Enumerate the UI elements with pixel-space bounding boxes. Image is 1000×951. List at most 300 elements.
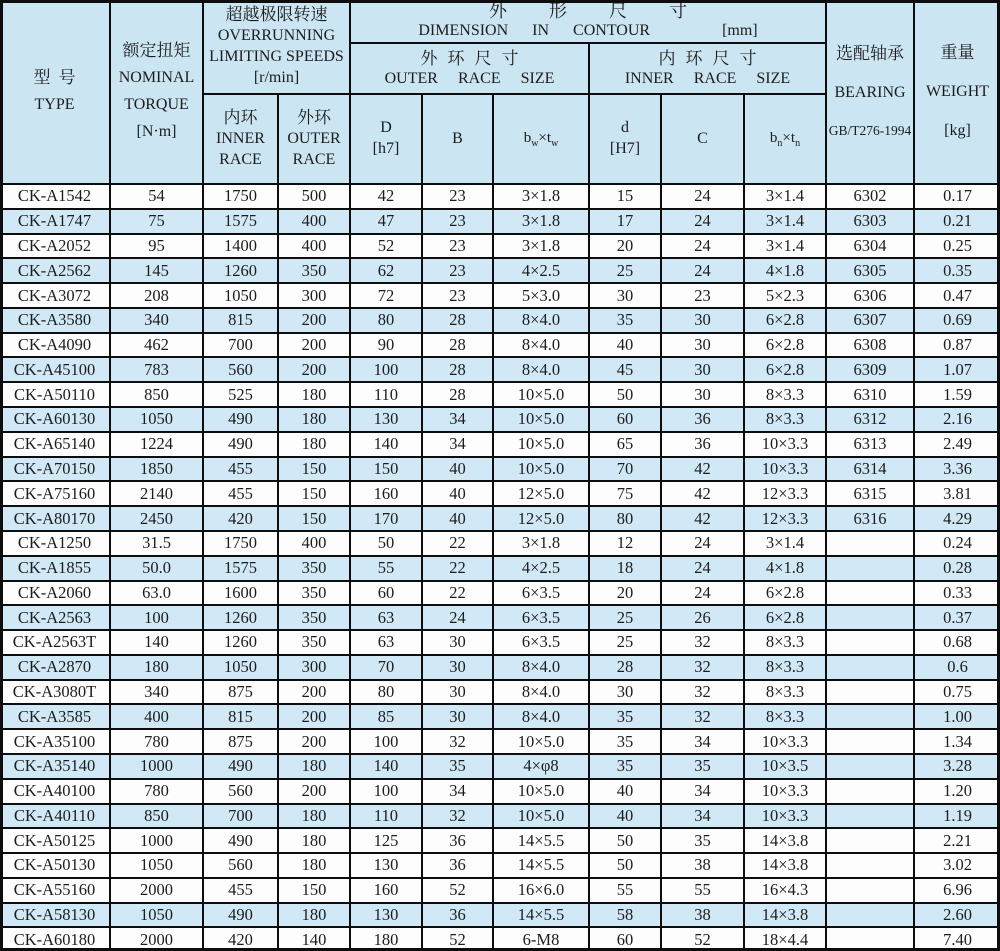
table-cell: 350	[279, 582, 351, 605]
table-cell: 0.28	[943, 558, 972, 578]
table-cell: 18×4.4	[745, 928, 827, 951]
table-cell: 50	[590, 383, 662, 406]
table-cell: 35	[423, 755, 494, 778]
table-cell: 145	[111, 259, 204, 282]
table-row	[0, 482, 1000, 507]
column-header-type	[0, 0, 111, 185]
table-cell: 42	[662, 482, 745, 505]
table-cell: 140	[279, 928, 351, 951]
table-cell: 0.17	[943, 186, 972, 206]
table-cell: 400	[279, 235, 351, 258]
table-cell: 350	[279, 606, 351, 629]
column-group-inner-race-size	[590, 44, 827, 95]
table-cell: 34	[662, 730, 745, 753]
table-row	[0, 582, 1000, 607]
table-cell	[827, 656, 915, 679]
bn-sub: n	[777, 137, 783, 149]
table-cell: 340	[111, 681, 204, 704]
table-cell: 38	[662, 904, 745, 927]
column-header-B	[423, 95, 494, 185]
inner-race-speed-en2: RACE	[219, 151, 262, 169]
table-cell: 36	[662, 433, 745, 456]
table-cell: 25	[590, 606, 662, 629]
table-cell: 36	[662, 408, 745, 431]
table-cell: 40	[423, 507, 494, 530]
type-cell: CK-A3585	[0, 705, 111, 728]
table-cell: 10×5.0	[494, 433, 590, 456]
table-cell: 14×3.8	[745, 829, 827, 852]
table-cell: 125	[351, 829, 423, 852]
table-cell: 2000	[111, 928, 204, 951]
dimension-header-en	[418, 22, 757, 40]
table-cell	[827, 904, 915, 927]
table-cell: 4×φ8	[494, 755, 590, 778]
D-tolerance: [h7]	[372, 140, 400, 157]
type-cell: CK-A3072	[0, 284, 111, 307]
table-row	[0, 532, 1000, 557]
table-cell: 130	[351, 408, 423, 431]
table-cell: 30	[423, 705, 494, 728]
table-cell: 180	[279, 433, 351, 456]
table-cell: 26	[662, 606, 745, 629]
table-row	[0, 309, 1000, 334]
weight-header-zh: 重量	[940, 42, 975, 62]
type-cell: CK-A50125	[0, 829, 111, 852]
table-cell: 6302	[827, 185, 915, 208]
table-cell: 462	[111, 334, 204, 357]
table-cell: 12×5.0	[494, 507, 590, 530]
table-cell: 40	[590, 805, 662, 828]
table-cell: 875	[204, 681, 279, 704]
column-header-bearing	[827, 0, 915, 185]
table-cell: 6×2.8	[745, 606, 827, 629]
column-group-overrunning-speeds	[204, 0, 351, 95]
table-cell: 1850	[111, 458, 204, 481]
table-cell: 12×5.0	[494, 482, 590, 505]
table-row	[0, 185, 1000, 210]
column-header-outer-race-speed	[279, 95, 351, 185]
weight-header-unit: [kg]	[944, 121, 971, 139]
table-cell: 6309	[827, 358, 915, 381]
type-cell: CK-A2563	[0, 606, 111, 629]
table-body	[0, 185, 1000, 951]
table-cell: 52	[351, 235, 423, 258]
D-label: D	[380, 119, 392, 137]
outer-race-speed-en1: OUTER	[287, 130, 341, 148]
table-cell: 10×5.0	[494, 408, 590, 431]
table-cell: 8×3.3	[745, 383, 827, 406]
table-cell: 110	[351, 383, 423, 406]
table-cell: 50	[590, 829, 662, 852]
table-cell: 30	[662, 309, 745, 332]
table-cell: 200	[279, 780, 351, 803]
column-header-C	[662, 95, 745, 185]
table-cell: 24	[662, 210, 745, 233]
table-cell: 0.35	[943, 260, 972, 280]
table-cell: 3×1.8	[494, 235, 590, 258]
table-cell: 6×2.8	[745, 334, 827, 357]
inner-race-speed-en1: INNER	[216, 130, 265, 148]
table-cell: 455	[204, 482, 279, 505]
type-cell: CK-A70150	[0, 458, 111, 481]
table-cell: 815	[204, 309, 279, 332]
table-cell: 8×4.0	[494, 358, 590, 381]
speeds-header-en1: OVERRUNNING	[217, 27, 336, 45]
table-cell: 560	[204, 780, 279, 803]
table-cell: 34	[423, 433, 494, 456]
table-cell: 70	[590, 458, 662, 481]
speeds-header-en2: LIMITING SPEEDS	[209, 48, 344, 66]
table-cell: 95	[111, 235, 204, 258]
type-cell: CK-A2870	[0, 656, 111, 679]
table-header	[0, 0, 1000, 185]
table-row	[0, 780, 1000, 805]
table-cell: 30	[590, 284, 662, 307]
type-cell: CK-A1855	[0, 557, 111, 580]
table-cell: 140	[351, 433, 423, 456]
type-cell: CK-A1747	[0, 210, 111, 233]
table-cell: 3.36	[943, 458, 972, 478]
B-label: B	[452, 129, 463, 147]
table-cell: 340	[111, 309, 204, 332]
table-cell: 60	[590, 408, 662, 431]
table-cell: 23	[423, 284, 494, 307]
C-label: C	[697, 129, 708, 147]
table-cell: 80	[351, 309, 423, 332]
table-cell: 150	[279, 482, 351, 505]
table-cell: 1.59	[943, 384, 972, 404]
table-cell: 30	[423, 656, 494, 679]
table-cell: 16×4.3	[745, 879, 827, 902]
type-header-en: TYPE	[34, 96, 75, 114]
table-cell: 32	[662, 705, 745, 728]
table-cell: 2.21	[943, 830, 972, 850]
outer-race-size-en: OUTER RACE SIZE	[384, 70, 555, 88]
table-row	[0, 606, 1000, 631]
dimension-header-en-text: DIMENSION IN CONTOUR	[418, 22, 651, 40]
table-cell: 1.07	[943, 359, 972, 379]
dimension-header-zh: 外形尺寸	[489, 1, 729, 22]
table-cell	[827, 631, 915, 654]
table-cell: 30	[423, 681, 494, 704]
table-cell: 180	[279, 904, 351, 927]
table-cell: 8×4.0	[494, 656, 590, 679]
table-cell: 35	[590, 730, 662, 753]
table-cell: 14×5.5	[494, 854, 590, 877]
table-cell: 1050	[111, 854, 204, 877]
table-cell: 1.34	[943, 731, 972, 751]
table-cell: 0.68	[943, 632, 972, 652]
table-cell: 400	[111, 705, 204, 728]
table-cell: 6×2.8	[745, 309, 827, 332]
table-cell: 490	[204, 433, 279, 456]
table-row	[0, 805, 1000, 830]
table-cell: 6×2.8	[745, 358, 827, 381]
table-cell	[827, 557, 915, 580]
table-row	[0, 334, 1000, 359]
table-cell: 6314	[827, 458, 915, 481]
table-row	[0, 755, 1000, 780]
table-row	[0, 730, 1000, 755]
table-cell: 5×2.3	[745, 284, 827, 307]
column-group-dimension-in-contour	[351, 0, 827, 44]
type-header-zh: 型号	[33, 68, 84, 88]
table-cell: 85	[351, 705, 423, 728]
table-cell: 36	[423, 829, 494, 852]
table-row	[0, 383, 1000, 408]
table-cell: 110	[351, 805, 423, 828]
table-cell: 6-M8	[494, 928, 590, 951]
table-cell: 10×3.3	[745, 780, 827, 803]
table-cell: 2.60	[943, 905, 972, 925]
table-cell: 300	[279, 656, 351, 679]
table-cell: 20	[590, 235, 662, 258]
table-cell: 24	[662, 582, 745, 605]
table-row	[0, 557, 1000, 582]
table-cell: 100	[351, 730, 423, 753]
table-cell: 50	[351, 532, 423, 555]
column-group-outer-race-size	[351, 44, 590, 95]
table-cell: 0.47	[943, 285, 972, 305]
table-cell: 30	[662, 383, 745, 406]
table-cell: 28	[423, 383, 494, 406]
table-cell: 62	[351, 259, 423, 282]
table-cell: 14×3.8	[745, 904, 827, 927]
bearing-header-zh: 选配轴承	[836, 44, 904, 64]
table-cell: 1400	[204, 235, 279, 258]
table-cell: 200	[279, 309, 351, 332]
table-cell	[827, 606, 915, 629]
column-header-nominal-torque	[111, 0, 204, 185]
table-cell: 6310	[827, 383, 915, 406]
type-cell: CK-A40100	[0, 780, 111, 803]
table-cell: 6304	[827, 235, 915, 258]
table-cell: 150	[279, 458, 351, 481]
table-cell: 35	[662, 829, 745, 852]
table-cell: 47	[351, 210, 423, 233]
table-cell: 6×3.5	[494, 606, 590, 629]
table-cell: 10×3.3	[745, 730, 827, 753]
column-header-weight	[915, 0, 1000, 185]
tn-sub: n	[795, 137, 801, 149]
table-row	[0, 408, 1000, 433]
table-cell: 63	[351, 631, 423, 654]
table-cell: 8×3.3	[745, 656, 827, 679]
table-cell: 10×5.0	[494, 780, 590, 803]
table-row	[0, 879, 1000, 904]
table-cell: 8×3.3	[745, 631, 827, 654]
table-row	[0, 656, 1000, 681]
table-cell: 10×5.0	[494, 458, 590, 481]
table-cell: 80	[351, 681, 423, 704]
table-cell: 150	[351, 458, 423, 481]
type-cell: CK-A1250	[0, 532, 111, 555]
table-cell: 3.02	[943, 855, 972, 875]
table-cell: 7.40	[943, 929, 972, 949]
table-cell: 24	[662, 259, 745, 282]
table-cell: 4×2.5	[494, 259, 590, 282]
type-cell: CK-A1542	[0, 185, 111, 208]
table-cell: 1600	[204, 582, 279, 605]
table-cell: 400	[279, 532, 351, 555]
table-cell: 525	[204, 383, 279, 406]
table-cell	[827, 532, 915, 555]
table-cell: 560	[204, 854, 279, 877]
table-cell: 180	[279, 829, 351, 852]
table-cell: 170	[351, 507, 423, 530]
table-cell: 6.96	[943, 880, 972, 900]
type-cell: CK-A75160	[0, 482, 111, 505]
column-header-D-h7	[351, 95, 423, 185]
table-cell: 54	[111, 185, 204, 208]
type-cell: CK-A58130	[0, 904, 111, 927]
table-cell: 40	[590, 334, 662, 357]
bw-base: b	[523, 129, 532, 146]
type-cell: CK-A2563T	[0, 631, 111, 654]
table-cell: 35	[590, 755, 662, 778]
table-cell: 6307	[827, 309, 915, 332]
table-cell: 4×2.5	[494, 557, 590, 580]
table-cell: 3×1.8	[494, 185, 590, 208]
table-cell: 1260	[204, 606, 279, 629]
table-cell: 455	[204, 458, 279, 481]
table-cell: 55	[662, 879, 745, 902]
table-row	[0, 829, 1000, 854]
table-cell: 3×1.4	[745, 210, 827, 233]
table-cell: 16×6.0	[494, 879, 590, 902]
table-cell: 10×3.3	[745, 805, 827, 828]
table-row	[0, 458, 1000, 483]
table-cell: 180	[279, 854, 351, 877]
table-cell: 42	[662, 458, 745, 481]
table-cell: 23	[423, 185, 494, 208]
table-row	[0, 904, 1000, 929]
table-cell: 52	[662, 928, 745, 951]
type-cell: CK-A4090	[0, 334, 111, 357]
table-cell: 63	[351, 606, 423, 629]
table-cell: 15	[590, 185, 662, 208]
bn-tn-label	[770, 129, 800, 150]
table-cell: 8×4.0	[494, 681, 590, 704]
table-cell: 25	[590, 631, 662, 654]
table-cell: 40	[423, 458, 494, 481]
tw-sub: w	[551, 137, 559, 149]
table-cell: 90	[351, 334, 423, 357]
table-cell: 780	[111, 730, 204, 753]
table-cell: 1000	[111, 829, 204, 852]
table-cell: 1050	[204, 284, 279, 307]
table-cell: 75	[590, 482, 662, 505]
table-cell: 180	[279, 408, 351, 431]
table-cell: 1224	[111, 433, 204, 456]
table-cell: 25	[590, 259, 662, 282]
table-cell: 32	[662, 656, 745, 679]
table-cell: 10×5.0	[494, 805, 590, 828]
table-cell	[827, 705, 915, 728]
bw-sub: w	[531, 137, 539, 149]
torque-header-en2: TORQUE	[124, 96, 189, 114]
table-cell: 12×3.3	[745, 507, 827, 530]
table-cell: 150	[279, 507, 351, 530]
table-cell: 130	[351, 904, 423, 927]
table-cell: 1050	[204, 656, 279, 679]
table-cell: 100	[111, 606, 204, 629]
table-cell: 8×4.0	[494, 334, 590, 357]
table-cell: 780	[111, 780, 204, 803]
table-cell: 10×3.3	[745, 433, 827, 456]
bw-times: ×	[538, 129, 547, 146]
table-cell: 490	[204, 755, 279, 778]
table-cell: 45	[590, 358, 662, 381]
table-row	[0, 705, 1000, 730]
table-cell: 700	[204, 334, 279, 357]
torque-header-unit: [N·m]	[136, 122, 177, 140]
tn-base: t	[790, 129, 796, 146]
table-cell: 52	[423, 879, 494, 902]
table-cell: 36	[423, 854, 494, 877]
table-cell: 22	[423, 582, 494, 605]
table-row	[0, 854, 1000, 879]
table-cell: 200	[279, 705, 351, 728]
d-label: d	[621, 119, 629, 137]
type-cell: CK-A2060	[0, 582, 111, 605]
table-cell: 490	[204, 829, 279, 852]
table-row	[0, 259, 1000, 284]
table-cell: 3.28	[943, 756, 972, 776]
table-cell: 2.49	[943, 434, 972, 454]
speeds-header-unit: [r/min]	[253, 68, 300, 86]
table-row	[0, 928, 1000, 951]
type-cell: CK-A50110	[0, 383, 111, 406]
table-cell	[827, 829, 915, 852]
table-cell: 180	[279, 755, 351, 778]
table-row	[0, 358, 1000, 383]
table-cell: 50	[590, 854, 662, 877]
table-cell: 30	[423, 631, 494, 654]
table-cell: 2.16	[943, 409, 972, 429]
table-cell: 1050	[111, 904, 204, 927]
weight-header-en: WEIGHT	[925, 82, 990, 100]
table-cell: 20	[590, 582, 662, 605]
table-cell: 180	[111, 656, 204, 679]
table-cell: 32	[423, 805, 494, 828]
table-cell: 18	[590, 557, 662, 580]
table-cell: 180	[351, 928, 423, 951]
table-cell: 24	[662, 557, 745, 580]
table-cell: 1.20	[943, 781, 972, 801]
table-row	[0, 631, 1000, 656]
table-cell: 12×3.3	[745, 482, 827, 505]
table-cell: 6313	[827, 433, 915, 456]
table-cell: 50.0	[111, 557, 204, 580]
type-cell: CK-A3580	[0, 309, 111, 332]
table-cell: 160	[351, 879, 423, 902]
table-cell: 100	[351, 358, 423, 381]
table-cell: 8×4.0	[494, 705, 590, 728]
table-cell: 2140	[111, 482, 204, 505]
tw-base: t	[546, 129, 552, 146]
outer-race-speed-zh: 外环	[297, 108, 331, 128]
table-cell: 52	[423, 928, 494, 951]
table-cell: 700	[204, 805, 279, 828]
type-cell: CK-A45100	[0, 358, 111, 381]
table-cell: 3×1.8	[494, 210, 590, 233]
dimension-header-unit: [mm]	[722, 22, 758, 40]
table-cell: 24	[662, 235, 745, 258]
torque-header-zh: 额定扭矩	[122, 41, 191, 61]
bn-times: ×	[782, 129, 791, 146]
table-cell: 12	[590, 532, 662, 555]
